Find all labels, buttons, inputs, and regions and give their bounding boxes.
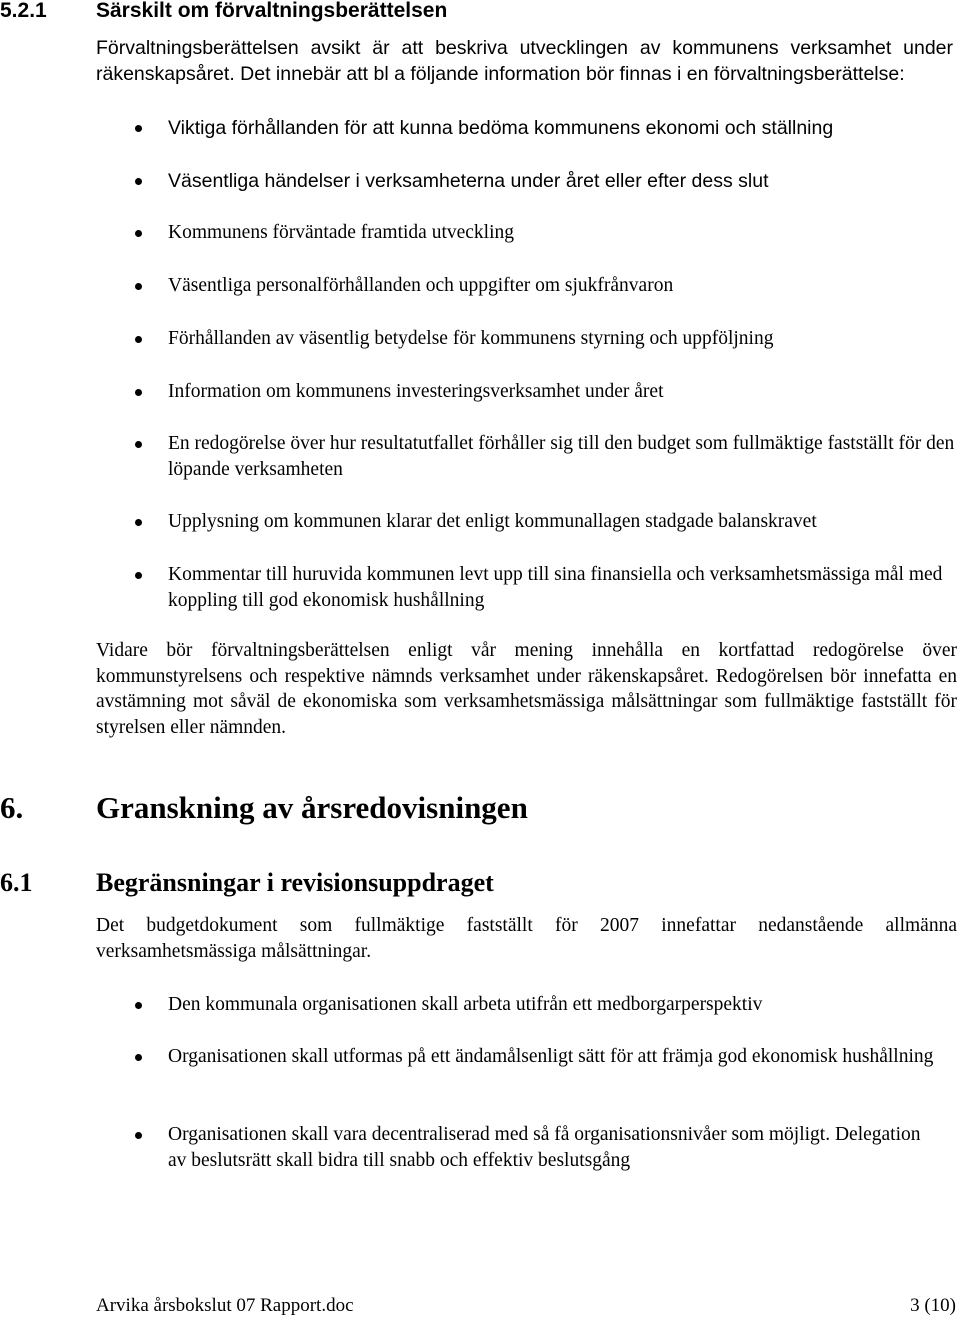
bullet-icon bbox=[135, 389, 142, 396]
list-item-text: Den kommunala organisationen skall arbeta utifrån ett medborgarperspektiv bbox=[168, 994, 763, 1015]
list-item-text: Information om kommunens investeringsverksamhet under året bbox=[168, 381, 664, 402]
page-footer bbox=[96, 1294, 956, 1318]
bullet-icon bbox=[135, 283, 142, 290]
bullet-icon bbox=[135, 1132, 142, 1139]
list-item-text: Kommunens förväntade framtida utveckling bbox=[168, 222, 515, 243]
chapter-number: 6. bbox=[0, 790, 24, 825]
list-item-text: Kommentar till huruvida kommunen levt upp till sina finansiella och verksamhetsmässiga mål med koppling till god ekonomisk hushållning bbox=[168, 564, 943, 611]
list-item-text: En redogörelse över hur resultatutfallet förhåller sig till den budget som fullmäktige fastställt för den löpande verksamheten bbox=[168, 433, 955, 480]
bullet-icon bbox=[135, 1002, 142, 1009]
budget-intro-paragraph: Det budgetdokument som fullmäktige fastställt för 2007 innefattar nedanstående allmänna verksamhetsmässiga målsättningar. bbox=[96, 915, 957, 962]
footer-document-name: Arvika årsbokslut 07 Rapport.doc bbox=[96, 1295, 354, 1316]
section-title: Särskilt om förvaltningsberättelsen bbox=[96, 0, 448, 22]
section-number: 6.1 bbox=[0, 868, 33, 897]
chapter-title: Granskning av årsredovisningen bbox=[96, 790, 528, 825]
bullet-icon bbox=[135, 230, 142, 237]
list-item-text: Väsentliga personalförhållanden och uppgifter om sjukfrånvaron bbox=[168, 275, 674, 296]
section-number: 5.2.1 bbox=[0, 0, 47, 22]
bullet-icon bbox=[135, 178, 142, 185]
list-item-text: Förhållanden av väsentlig betydelse för kommunens styrning och uppföljning bbox=[168, 328, 774, 349]
bullet-icon bbox=[135, 441, 142, 448]
list-item-text: Organisationen skall vara decentraliserad med så få organisationsnivåer som möjligt. Delegation av beslutsrätt skall bidra till snabb och effektiv beslutsgång bbox=[168, 1124, 921, 1171]
bullet-icon bbox=[135, 1054, 142, 1061]
list-item-text: Väsentliga händelser i verksamheterna under året eller efter dess slut bbox=[168, 170, 769, 192]
bullet-icon bbox=[135, 572, 142, 579]
bullet-icon bbox=[135, 336, 142, 343]
section-title: Begränsningar i revisionsuppdraget bbox=[96, 868, 494, 897]
closing-paragraph: Vidare bör förvaltningsberättelsen enligt vår mening innehålla en kortfattad redogörelse över kommunstyrelsens och respektive nämnds verksamhet under räkenskapsåret. Redogörelsen bör innefatta en avstämning mot såväl de ekonomiska som verksamhetsmässiga målsättningar som fullmäktige fastställt för styrelsen eller nämnden. bbox=[96, 640, 957, 738]
list-item-text: Organisationen skall utformas på ett ändamålsenligt sätt för att främja god ekonomisk hushållning bbox=[168, 1046, 934, 1067]
list-item-text: Viktiga förhållanden för att kunna bedöma kommunens ekonomi och ställning bbox=[168, 117, 834, 139]
bullet-icon bbox=[135, 125, 142, 132]
footer-page-number: 3 (10) bbox=[910, 1295, 956, 1316]
list-item-text: Upplysning om kommunen klarar det enligt kommunallagen stadgade balanskravet bbox=[168, 511, 817, 532]
intro-paragraph: Förvaltningsberättelsen avsikt är att beskriva utvecklingen av kommunens verksamhet under räkenskapsåret. Det innebär att bl a följande information bör finnas i en förvaltningsberättelse: bbox=[96, 37, 953, 85]
bullet-icon bbox=[135, 519, 142, 526]
